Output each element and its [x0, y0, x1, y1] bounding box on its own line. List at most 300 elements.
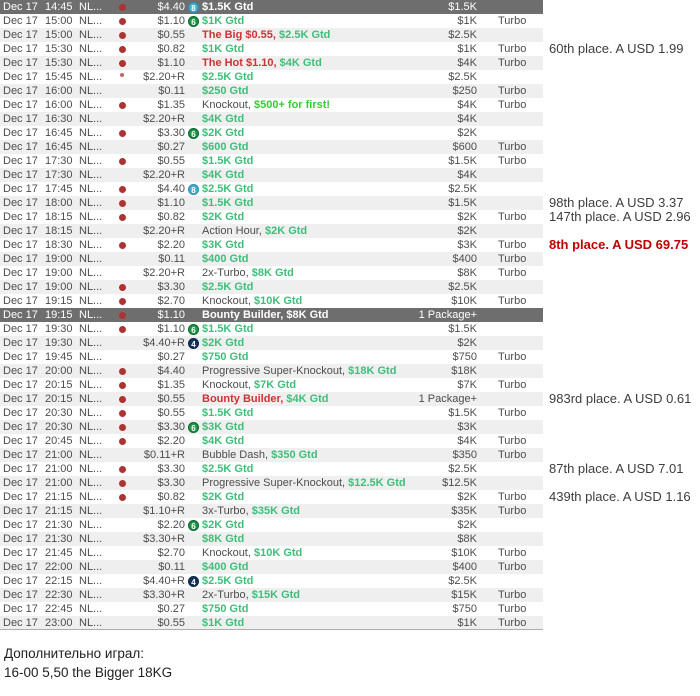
tournament-row [0, 518, 700, 532]
turbo-label: Turbo [498, 589, 527, 601]
game-type-cell: NL... [79, 127, 103, 139]
start-date-cell: Dec 17 [3, 603, 38, 615]
registering-status-dot-icon [119, 102, 126, 109]
game-type-cell: NL... [79, 491, 103, 503]
tournament-name-part: $2.5K Gtd [202, 71, 254, 83]
tournament-name-cell [202, 126, 409, 140]
tournament-row-cells[interactable] [0, 294, 543, 308]
tournament-row-cells[interactable] [0, 84, 543, 98]
buyin-cell: $0.55 [157, 407, 185, 419]
guarantee-cell: $2K [457, 211, 477, 223]
tournament-row-cells[interactable] [0, 98, 543, 112]
guarantee-cell: $12.5K [442, 477, 477, 489]
tournament-name-part: Knockout, [202, 99, 251, 111]
buyin-cell: $3.30 [157, 421, 185, 433]
game-type-cell: NL... [79, 505, 103, 517]
tournament-row-cells[interactable] [0, 406, 543, 420]
start-time-cell: 19:00 [45, 253, 73, 265]
start-date-cell: Dec 17 [3, 463, 38, 475]
buyin-cell: $2.70 [157, 547, 185, 559]
start-time-cell: 22:15 [45, 575, 73, 587]
tournament-row [0, 560, 700, 574]
guarantee-cell: $3K [457, 239, 477, 251]
tournament-row-cells[interactable] [0, 448, 543, 462]
tournament-name-part: $2K Gtd [202, 337, 245, 349]
tournament-row-cells[interactable] [0, 476, 543, 490]
tournament-row-cells[interactable] [0, 28, 543, 42]
tournament-row-cells[interactable] [0, 70, 543, 84]
tournament-row-cells[interactable] [0, 14, 543, 28]
tournament-name-cell [202, 252, 409, 266]
tournament-name-cell [202, 224, 409, 238]
max-players-badge-icon: 8 [188, 184, 199, 195]
buyin-cell: $0.55 [157, 616, 185, 629]
tournament-row-cells[interactable] [0, 112, 543, 126]
start-time-cell: 20:15 [45, 379, 73, 391]
tournament-row-cells[interactable] [0, 0, 543, 14]
tournament-row [0, 406, 700, 420]
badge-slot [185, 520, 202, 531]
start-date-cell: Dec 17 [3, 197, 38, 209]
tournament-row-cells[interactable] [0, 238, 543, 252]
status-dot-slot [111, 214, 133, 221]
guarantee-cell: $4K [457, 99, 477, 111]
tournament-row [0, 28, 700, 42]
start-time-cell: 20:30 [45, 421, 73, 433]
result-annotation: 8th place. A USD 69.75 [549, 237, 689, 252]
guarantee-cell: $1.5K [448, 155, 477, 167]
start-time-cell: 15:00 [45, 15, 73, 27]
start-time-cell: 17:30 [45, 155, 73, 167]
badge-slot [185, 324, 202, 335]
tournament-name-cell [202, 364, 409, 378]
status-dot-slot [111, 200, 133, 207]
buyin-cell: $1.10 [157, 15, 185, 27]
guarantee-cell: $250 [452, 85, 477, 97]
buyin-cell: $0.82 [157, 491, 185, 503]
turbo-label: Turbo [498, 141, 527, 153]
tournament-row [0, 56, 700, 70]
start-time-cell: 20:45 [45, 435, 73, 447]
start-time-cell: 16:00 [45, 99, 73, 111]
start-date-cell: Dec 17 [3, 616, 38, 629]
tournament-row-cells[interactable] [0, 504, 543, 518]
start-time-cell: 21:00 [45, 463, 73, 475]
tournament-row-cells[interactable] [0, 308, 543, 322]
tournament-row [0, 196, 700, 210]
status-dot-slot [111, 396, 133, 403]
turbo-label: Turbo [498, 491, 527, 503]
tournament-name-part: $350 Gtd [268, 449, 318, 461]
start-time-cell: 19:15 [45, 295, 73, 307]
tournament-name-cell [202, 518, 409, 532]
buyin-cell: $1.10 [157, 197, 185, 209]
tournament-name-cell [202, 434, 409, 448]
status-dot-slot [111, 130, 133, 137]
game-type-cell: NL... [79, 155, 103, 167]
tournament-row-cells[interactable] [0, 378, 543, 392]
tournament-row-cells[interactable] [0, 140, 543, 154]
status-dot-slot [111, 158, 133, 165]
tournament-row [0, 476, 700, 490]
start-date-cell: Dec 17 [3, 141, 38, 153]
tournament-name-cell [202, 546, 409, 560]
start-time-cell: 19:00 [45, 267, 73, 279]
max-players-badge-icon: 6 [188, 520, 199, 531]
tournament-row-cells[interactable] [0, 196, 543, 210]
registering-status-dot-icon [119, 4, 126, 11]
tournament-row [0, 308, 700, 322]
tournament-row [0, 112, 700, 126]
registering-status-dot-icon [119, 60, 126, 67]
guarantee-cell: 1 Package+ [418, 393, 477, 405]
tournament-row [0, 546, 700, 560]
tournament-name-part: The Big $0.55, [202, 29, 276, 41]
buyin-cell: $0.11+R [143, 449, 185, 461]
registering-status-dot-icon [119, 410, 126, 417]
turbo-label: Turbo [498, 505, 527, 517]
tournament-name-part: $4K Gtd [202, 169, 245, 181]
tournament-name-cell [202, 0, 409, 14]
tournament-name-part: Progressive Super-Knockout, [202, 477, 346, 489]
game-type-cell: NL... [79, 337, 103, 349]
tournament-row-cells[interactable] [0, 210, 543, 224]
start-time-cell: 19:45 [45, 351, 73, 363]
guarantee-cell: $2.5K [448, 575, 477, 587]
tournament-row-cells[interactable] [0, 168, 543, 182]
buyin-cell: $2.20+R [143, 267, 185, 279]
tournament-row-cells[interactable] [0, 602, 543, 616]
tournament-row [0, 182, 700, 196]
tournament-row [0, 336, 700, 350]
tournament-row [0, 210, 700, 224]
badge-slot [185, 422, 202, 433]
game-type-cell: NL... [79, 603, 103, 615]
game-type-cell: NL... [79, 225, 103, 237]
tournament-name-cell [202, 560, 409, 574]
tournament-row-cells[interactable] [0, 364, 543, 378]
tournament-name-part: Knockout, [202, 547, 251, 559]
buyin-cell: $2.20+R [143, 113, 185, 125]
game-type-cell: NL... [79, 267, 103, 279]
turbo-label: Turbo [498, 99, 527, 111]
tournament-row [0, 252, 700, 266]
tournament-name-part: $7K Gtd [250, 379, 297, 391]
start-date-cell: Dec 17 [3, 547, 38, 559]
tournament-row-cells[interactable] [0, 42, 543, 56]
game-type-cell: NL... [79, 435, 103, 447]
start-time-cell: 21:45 [45, 547, 73, 559]
tournament-name-part: Progressive Super-Knockout, [202, 365, 346, 377]
start-date-cell: Dec 17 [3, 43, 38, 55]
start-date-cell: Dec 17 [3, 351, 38, 363]
buyin-cell: $0.55 [157, 155, 185, 167]
buyin-cell: $0.27 [157, 351, 185, 363]
tournament-row [0, 42, 700, 56]
tournament-name-part: Knockout, [202, 379, 251, 391]
tournament-name-part: $15K Gtd [248, 589, 301, 601]
start-time-cell: 16:45 [45, 127, 73, 139]
buyin-cell: $1.10 [157, 309, 185, 321]
tournament-row [0, 168, 700, 182]
buyin-cell: $2.20+R [143, 225, 185, 237]
registering-status-dot-icon [119, 298, 126, 305]
tournament-name-cell [202, 308, 409, 322]
buyin-cell: $0.82 [157, 211, 185, 223]
registering-status-dot-icon [119, 312, 126, 319]
guarantee-cell: $4K [457, 169, 477, 181]
buyin-cell: $2.20+R [143, 169, 185, 181]
game-type-cell: NL... [79, 183, 103, 195]
tournament-row-cells[interactable] [0, 518, 543, 532]
tournament-row-cells[interactable] [0, 224, 543, 238]
status-dot-slot [111, 186, 133, 193]
tournament-name-part: $2K Gtd [202, 211, 245, 223]
tournament-row-cells[interactable] [0, 490, 543, 504]
tournament-name-cell [202, 84, 409, 98]
start-time-cell: 15:45 [45, 71, 73, 83]
tournament-row [0, 224, 700, 238]
start-date-cell: Dec 17 [3, 57, 38, 69]
registering-status-dot-icon [119, 466, 126, 473]
start-time-cell: 18:00 [45, 197, 73, 209]
tournament-row-cells[interactable] [0, 462, 543, 476]
game-type-cell: NL... [79, 477, 103, 489]
start-date-cell: Dec 17 [3, 365, 38, 377]
tournament-row [0, 98, 700, 112]
buyin-cell: $0.11 [158, 561, 185, 573]
buyin-cell: $4.40 [157, 1, 185, 13]
guarantee-cell: $350 [452, 449, 477, 461]
tournament-row-cells[interactable] [0, 392, 543, 406]
guarantee-cell: $1K [457, 616, 477, 629]
tournament-name-part: 3x-Turbo, [202, 505, 249, 517]
game-type-cell: NL... [79, 616, 103, 629]
tournament-name-part: $2K Gtd [202, 491, 245, 503]
guarantee-cell: $4K [457, 435, 477, 447]
tournament-row-cells[interactable] [0, 350, 543, 364]
turbo-label: Turbo [498, 561, 527, 573]
tournament-name-part: $750 Gtd [202, 351, 249, 363]
tournament-name-cell [202, 322, 409, 336]
buyin-cell: $1.35 [157, 379, 185, 391]
buyin-cell: $3.30 [157, 127, 185, 139]
tournament-name-part: $4K Gtd [202, 435, 245, 447]
turbo-label: Turbo [498, 407, 527, 419]
tournament-row-cells[interactable] [0, 616, 543, 630]
start-date-cell: Dec 17 [3, 309, 38, 321]
start-time-cell: 21:15 [45, 491, 73, 503]
start-date-cell: Dec 17 [3, 393, 38, 405]
game-type-cell: NL... [79, 561, 103, 573]
tournament-row [0, 490, 700, 504]
tournament-row [0, 448, 700, 462]
buyin-cell: $4.40+R [143, 575, 185, 587]
registering-status-dot-icon [119, 494, 126, 501]
guarantee-cell: $15K [451, 589, 477, 601]
game-type-cell: NL... [79, 29, 103, 41]
tournament-row [0, 420, 700, 434]
tournament-row [0, 126, 700, 140]
start-time-cell: 17:45 [45, 183, 73, 195]
tournament-name-part: $3K Gtd [202, 239, 245, 251]
guarantee-cell: $2.5K [448, 463, 477, 475]
game-type-cell: NL... [79, 393, 103, 405]
game-type-cell: NL... [79, 463, 103, 475]
additional-note [0, 644, 700, 682]
tournament-row [0, 434, 700, 448]
tournament-name-part: $750 Gtd [202, 603, 249, 615]
start-date-cell: Dec 17 [3, 295, 38, 307]
start-time-cell: 20:00 [45, 365, 73, 377]
max-players-badge-icon: 4 [188, 576, 199, 587]
tournament-row-cells[interactable] [0, 420, 543, 434]
game-type-cell: NL... [79, 575, 103, 587]
buyin-cell: $3.30 [157, 477, 185, 489]
start-date-cell: Dec 17 [3, 533, 38, 545]
tournament-row-cells[interactable] [0, 560, 543, 574]
start-date-cell: Dec 17 [3, 183, 38, 195]
tournament-name-part: $600 Gtd [202, 141, 249, 153]
tournament-name-part: $400 Gtd [202, 253, 249, 265]
registering-status-dot-icon [120, 73, 124, 77]
start-time-cell: 15:00 [45, 29, 73, 41]
tournament-row [0, 602, 700, 616]
tournament-name-part: $10K Gtd [250, 547, 303, 559]
start-time-cell: 14:45 [45, 1, 73, 13]
start-date-cell: Dec 17 [3, 421, 38, 433]
start-time-cell: 21:00 [45, 477, 73, 489]
buyin-cell: $0.55 [157, 393, 185, 405]
buyin-cell: $2.20 [157, 239, 185, 251]
turbo-label: Turbo [498, 253, 527, 265]
tournament-row-cells[interactable] [0, 266, 543, 280]
registering-status-dot-icon [119, 18, 126, 25]
tournament-row-cells[interactable] [0, 574, 543, 588]
registering-status-dot-icon [119, 130, 126, 137]
tournament-name-cell [202, 238, 409, 252]
start-date-cell: Dec 17 [3, 477, 38, 489]
tournament-row-cells[interactable] [0, 588, 543, 602]
tournament-row [0, 462, 700, 476]
tournament-row [0, 70, 700, 84]
tournament-row-cells[interactable] [0, 434, 543, 448]
tournament-name-part: $2.5K Gtd [202, 575, 254, 587]
turbo-label: Turbo [498, 435, 527, 447]
start-time-cell: 21:00 [45, 449, 73, 461]
tournament-name-part: $250 Gtd [202, 85, 249, 97]
buyin-cell: $1.10 [157, 323, 185, 335]
game-type-cell: NL... [79, 547, 103, 559]
tournament-name-part: $4K Gtd [283, 393, 329, 405]
tournament-row [0, 574, 700, 588]
guarantee-cell: $2K [457, 225, 477, 237]
registering-status-dot-icon [119, 32, 126, 39]
tournament-name-part: $400 Gtd [202, 561, 249, 573]
tournament-name-cell [202, 574, 409, 588]
status-dot-slot [111, 312, 133, 319]
guarantee-cell: $2K [457, 337, 477, 349]
tournament-row-cells[interactable] [0, 280, 543, 294]
tournament-row-cells[interactable] [0, 154, 543, 168]
start-date-cell: Dec 17 [3, 211, 38, 223]
tournament-row-cells[interactable] [0, 322, 543, 336]
registering-status-dot-icon [119, 186, 126, 193]
tournament-row-cells[interactable] [0, 126, 543, 140]
registering-status-dot-icon [119, 424, 126, 431]
tournament-name-part: Knockout, [202, 295, 251, 307]
game-type-cell: NL... [79, 365, 103, 377]
game-type-cell: NL... [79, 533, 103, 545]
tournament-name-cell [202, 56, 409, 70]
status-dot-slot [111, 242, 133, 249]
guarantee-cell: $4K [457, 113, 477, 125]
status-dot-slot [111, 368, 133, 375]
start-time-cell: 22:45 [45, 603, 73, 615]
tournament-row-cells[interactable] [0, 336, 543, 350]
tournament-row [0, 0, 700, 14]
tournament-row [0, 266, 700, 280]
tournament-name-part: $18K Gtd [345, 365, 397, 377]
tournament-name-part: $1.5K Gtd [202, 155, 254, 167]
tournament-name-part: $10K Gtd [250, 295, 303, 307]
tournament-row-cells[interactable] [0, 56, 543, 70]
game-type-cell: NL... [79, 99, 103, 111]
registering-status-dot-icon [119, 284, 126, 291]
game-type-cell: NL... [79, 253, 103, 265]
tournament-name-part: $1.5K Gtd [202, 197, 254, 209]
start-date-cell: Dec 17 [3, 127, 38, 139]
buyin-cell: $3.30+R [143, 589, 185, 601]
tournament-name-cell [202, 476, 409, 490]
tournament-row-cells[interactable] [0, 546, 543, 560]
start-time-cell: 16:30 [45, 113, 73, 125]
start-date-cell: Dec 17 [3, 1, 38, 13]
tournament-row-cells[interactable] [0, 532, 543, 546]
start-date-cell: Dec 17 [3, 85, 38, 97]
registering-status-dot-icon [119, 158, 126, 165]
tournament-name-part: $8K Gtd [248, 267, 294, 279]
additional-note-line2: 16-00 5,50 the Bigger 18KG [4, 665, 173, 680]
tournament-row-cells[interactable] [0, 182, 543, 196]
tournament-row [0, 140, 700, 154]
tournament-row [0, 392, 700, 406]
game-type-cell: NL... [79, 169, 103, 181]
tournament-row-cells[interactable] [0, 252, 543, 266]
max-players-badge-icon: 6 [188, 422, 199, 433]
tournament-name-part: Bubble Dash, [202, 449, 269, 461]
guarantee-cell: $1K [457, 15, 477, 27]
start-time-cell: 21:15 [45, 505, 73, 517]
registering-status-dot-icon [119, 214, 126, 221]
buyin-cell: $0.27 [157, 141, 185, 153]
guarantee-cell: 1 Package+ [418, 309, 477, 321]
buyin-cell: $4.40 [157, 365, 185, 377]
start-date-cell: Dec 17 [3, 379, 38, 391]
tournament-name-cell [202, 602, 409, 616]
status-dot-slot [111, 410, 133, 417]
tournament-name-cell [202, 28, 409, 42]
tournament-row [0, 154, 700, 168]
tournament-name-part: $3K Gtd [202, 421, 245, 433]
tournament-name-cell [202, 182, 409, 196]
start-date-cell: Dec 17 [3, 99, 38, 111]
start-date-cell: Dec 17 [3, 113, 38, 125]
result-annotation: 98th place. A USD 3.37 [549, 195, 684, 210]
game-type-cell: NL... [79, 309, 103, 321]
start-time-cell: 19:30 [45, 337, 73, 349]
registering-status-dot-icon [119, 368, 126, 375]
